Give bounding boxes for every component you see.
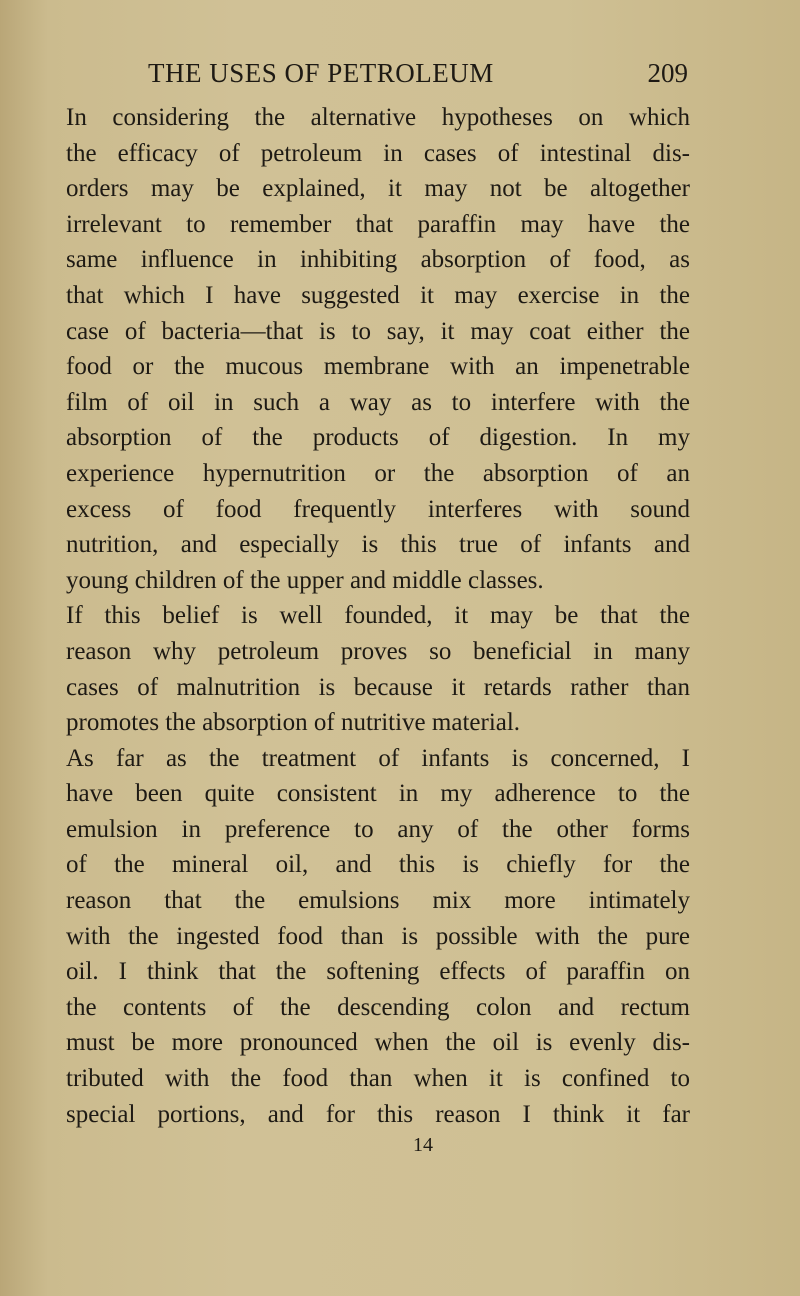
page-header [148,58,688,94]
text-line: young children of the upper and middle classes. [66,566,544,594]
text-line: with the ingested food than is possible with the pure [66,922,690,950]
text-line: excess of food frequently interferes with sound [66,495,690,523]
page-number: 209 [647,58,688,88]
text-line: experience hypernutrition or the absorption of an [66,459,690,487]
text-line: irrelevant to remember that paraffin may have the [66,210,690,238]
text-line: nutrition, and especially is this true of infants and [66,531,690,559]
running-title: THE USES OF PETROLEUM [148,58,494,88]
text-line: food or the mucous membrane with an impenetrable [66,353,690,381]
text-line: cases of malnutrition is because it retards rather than [66,673,690,701]
text-line: the efficacy of petroleum in cases of intestinal dis- [66,139,690,167]
text-line: As far as the treatment of infants is concerned, I [66,744,690,772]
text-line: tributed with the food than when it is confined to [66,1065,690,1093]
text-line: emulsion in preference to any of the other forms [66,815,690,843]
text-line: that which I have suggested it may exercise in the [66,281,690,309]
text-line: case of bacteria—that is to say, it may coat either the [66,317,690,345]
signature-mark: 14 [413,1134,433,1156]
text-line: have been quite consistent in my adherence to the [66,780,690,808]
text-line: oil. I think that the softening effects of paraffin on [66,958,690,986]
text-line: same influence in inhibiting absorption of food, as [66,246,690,274]
text-line: absorption of the products of digestion. In my [66,424,690,452]
text-line: film of oil in such a way as to interfere with the [66,388,690,416]
text-line: In considering the alternative hypotheses on which [66,104,690,131]
text-line: reason that the emulsions mix more intimately [66,887,690,915]
text-line: must be more pronounced when the oil is evenly dis- [66,1029,690,1057]
text-line: orders may be explained, it may not be altogether [66,175,690,203]
body-text [66,100,690,1132]
text-line: the contents of the descending colon and rectum [66,993,690,1021]
text-line: special portions, and for this reason I think it far [66,1100,690,1128]
text-line: reason why petroleum proves so beneficial in many [66,637,690,665]
text-line: If this belief is well founded, it may be that the [66,602,690,630]
text-line: of the mineral oil, and this is chiefly for the [66,851,690,879]
text-line: promotes the absorption of nutritive material. [66,709,521,737]
